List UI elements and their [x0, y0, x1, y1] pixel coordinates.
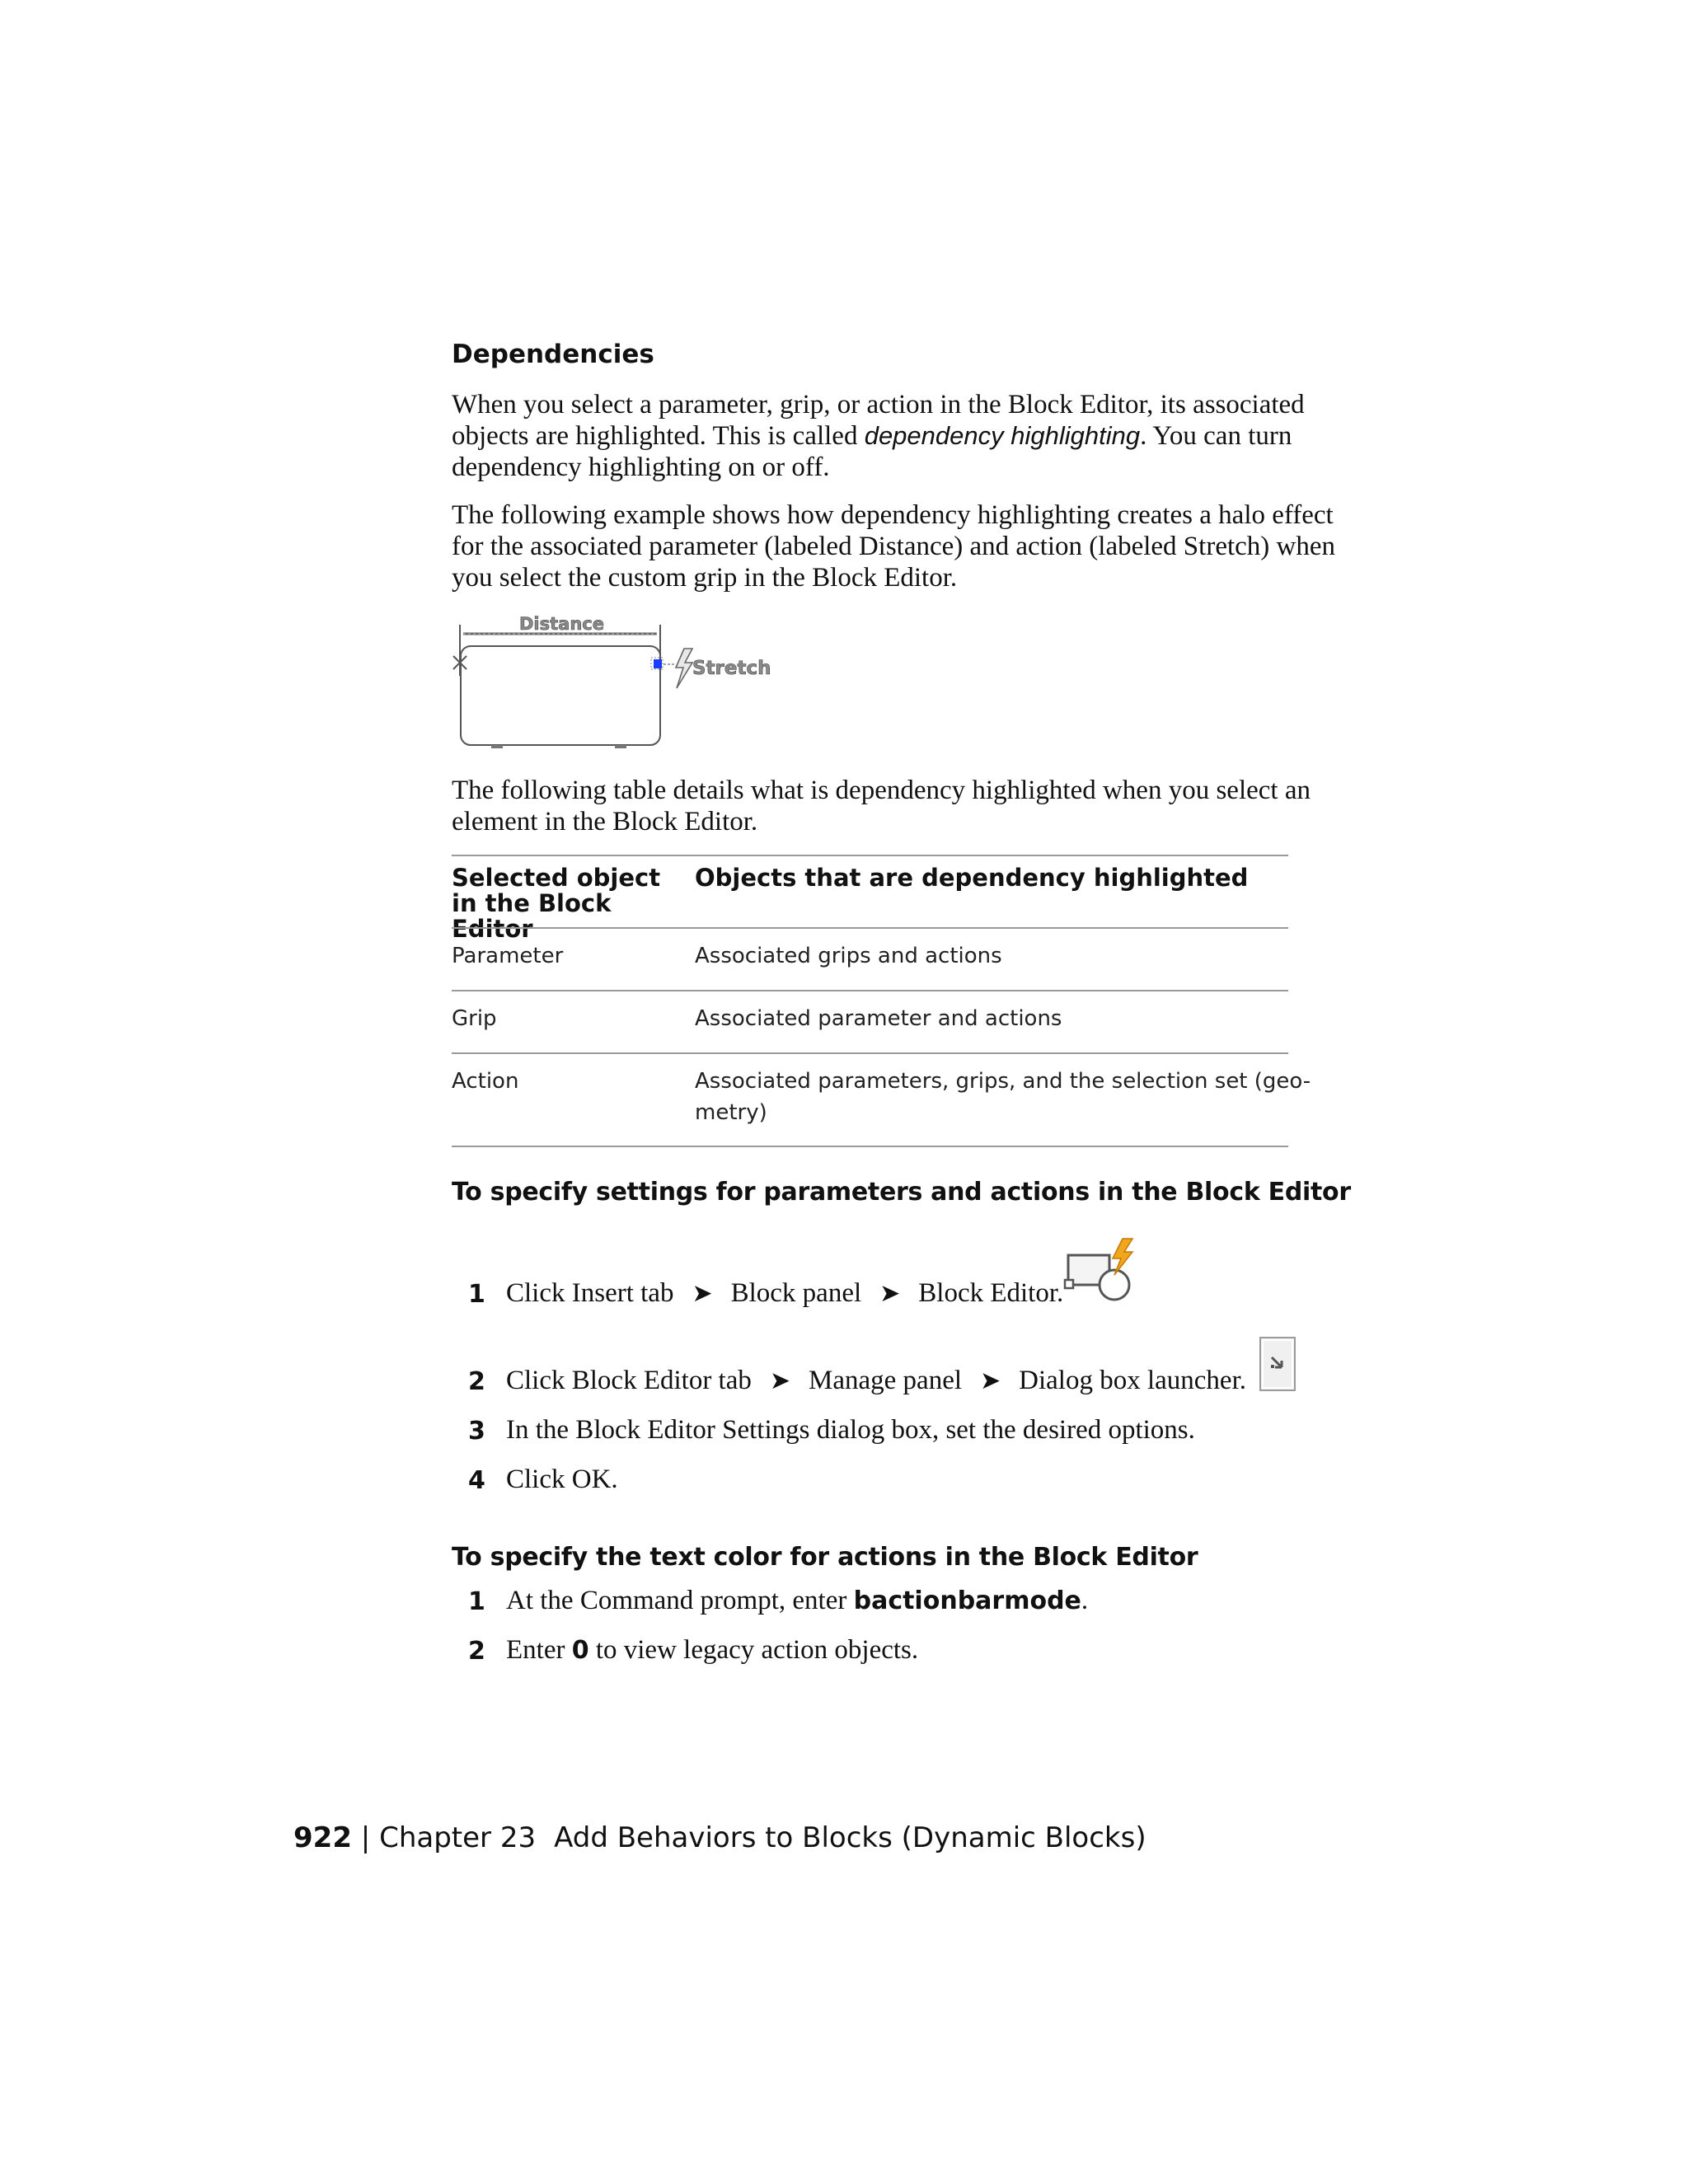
table-cell-highlighted: Associated grips and actions: [695, 944, 1002, 968]
step-text: [506, 1366, 1246, 1396]
footer-chapter: Chapter 23: [379, 1821, 537, 1854]
dependencies-paragraph-3: The following table details what is dependency highlighted when you select an element in the Block Editor.: [452, 776, 1311, 837]
dialog-launcher-icon: [1258, 1335, 1299, 1393]
stretch-lightning-icon: [676, 649, 692, 688]
table-header-highlighted: Objects that are dependency highlighted: [695, 864, 1249, 892]
table-cell-highlighted-line1: Associated parameters, grips, and the selection set (geo-: [695, 1069, 1311, 1094]
table-cell-selected: Parameter: [452, 944, 564, 968]
step-text: In the Block Editor Settings dialog box, set the desired options.: [506, 1415, 1195, 1445]
table-row-rule: [452, 990, 1288, 991]
procedure-heading-text-color: To specify the text color for actions in the Block Editor: [452, 1543, 1198, 1572]
breadcrumb-arrow-icon: ➤: [692, 1279, 713, 1308]
step-text: [506, 1635, 918, 1666]
step-part: .: [1081, 1586, 1089, 1615]
step-part: At the Command prompt, enter: [506, 1586, 854, 1615]
step-part: to view legacy action objects.: [588, 1635, 919, 1665]
step-text: [506, 1278, 1063, 1309]
table-cell-highlighted-line2: metry): [695, 1100, 767, 1125]
table-bottom-rule: [452, 1146, 1288, 1147]
block-editor-icon: [1063, 1232, 1137, 1306]
step-part: Block panel: [730, 1278, 862, 1308]
step-text: [506, 1586, 1088, 1616]
footer-separator: |: [360, 1821, 371, 1854]
table-header-selected: Selected object in the Block Editor: [452, 864, 661, 943]
step-number: 3: [468, 1417, 485, 1446]
step-number: 2: [468, 1637, 485, 1666]
table-header-rule: [452, 927, 1288, 929]
step-part: Dialog box launcher.: [1019, 1366, 1246, 1395]
breadcrumb-arrow-icon: ➤: [879, 1279, 901, 1308]
step-number: 1: [468, 1587, 485, 1616]
breadcrumb-arrow-icon: ➤: [769, 1366, 791, 1395]
command-name: bactionbarmode: [853, 1586, 1081, 1615]
footer-chapter-title: Add Behaviors to Blocks (Dynamic Blocks): [554, 1821, 1146, 1854]
para1-text-a: When you select a parameter, grip, or action in the Block Editor, its associated objects are highlighted. This is called: [452, 390, 1305, 451]
step-part: Block Editor.: [918, 1278, 1064, 1308]
table-cell-selected: Action: [452, 1069, 519, 1094]
step-number: 4: [468, 1466, 485, 1495]
step-text: Click OK.: [506, 1465, 618, 1494]
breadcrumb-arrow-icon: ➤: [980, 1366, 1001, 1395]
input-value: 0: [571, 1636, 589, 1665]
figure-stretch-label: Stretch: [692, 658, 771, 679]
table-row-rule: [452, 1052, 1288, 1054]
table-top-rule: [452, 855, 1288, 856]
step-part: Click Insert tab: [506, 1278, 674, 1308]
section-heading-dependencies: Dependencies: [452, 340, 654, 369]
dependencies-paragraph-1: [452, 389, 1342, 483]
step-number: 1: [468, 1280, 485, 1309]
custom-grip-square: [654, 659, 662, 668]
page-number: 922: [293, 1821, 352, 1854]
figure-distance-label: Distance: [519, 614, 604, 634]
step-part: Enter: [506, 1635, 572, 1665]
step-part: Click Block Editor tab: [506, 1366, 752, 1395]
table-cell-selected: Grip: [452, 1006, 497, 1031]
table-cell-highlighted: Associated parameter and actions: [695, 1006, 1062, 1031]
para1-text-b: . You can turn dependency highlighting on or off.: [452, 421, 1292, 482]
step-part: Manage panel: [809, 1366, 963, 1395]
page-footer: [293, 1821, 1146, 1854]
para1-emphasis: dependency highlighting: [864, 421, 1141, 450]
dependencies-paragraph-2: The following example shows how dependency highlighting creates a halo effect for the associated parameter (labeled Distance) and action (labeled Stretch) when you select the custom grip in the Block Editor.: [452, 500, 1336, 593]
dependency-highlighting-figure: [452, 610, 781, 758]
step-number: 2: [468, 1367, 485, 1396]
procedure-heading-settings: To specify settings for parameters and actions in the Block Editor: [452, 1178, 1351, 1207]
